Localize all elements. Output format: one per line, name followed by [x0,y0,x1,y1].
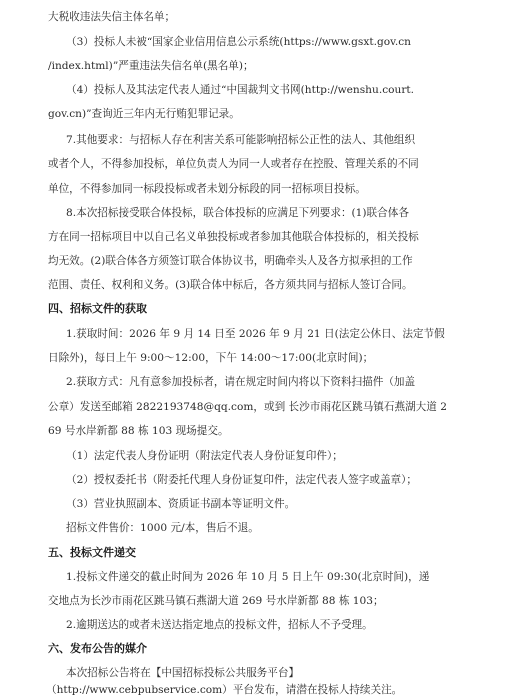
text-line: 7.其他要求：与招标人存在利害关系可能影响招标公正性的法人、其他组织 [66,134,416,146]
text-line: 8.本次招标接受联合体投标，联合体投标的应满足下列要求：(1)联合体各 [66,207,409,219]
text-line: 公章）发送至邮箱 2822193748@qq.com，或到 长沙市雨花区跳马镇石燕湖大道 2 [48,401,447,413]
text-line: （http://www.cebpubservice.com）平台发布，请潜在投标人持续关注。 [46,684,403,696]
section-heading: 六、发布公告的媒介 [48,642,147,655]
text-line: 或者个人，不得参加投标，单位负责人为同一人或者存在控股、管理关系的不同 [48,158,419,170]
text-line: 大税收违法失信主体名单； [48,11,176,23]
text-line: 单位，不得参加同一标段投标或者未划分标段的同一招标项目投标。 [48,183,366,195]
text-line: （3）营业执照副本、资质证书副本等证明文件。 [66,498,296,510]
text-line: 1.投标文件递交的截止时间为 2026 年 10 月 5 日上午 09:30(北京时间)，递 [66,571,430,583]
section-heading: 五、投标文件递交 [48,546,136,559]
text-line: 范围、责任、权利和义务。(3)联合体中标后，各方须共同与招标人签订合同。 [48,279,413,291]
text-line: 均无效。(2)联合体各方须签订联合体协议书，明确牵头人及各方拟承担的工作 [48,255,413,267]
text-line: 1.获取时间：2026 年 9 月 14 日至 2026 年 9 月 21 日(法定公休日、法定节假 [66,328,445,340]
section-heading: 四、招标文件的获取 [48,302,147,315]
text-line: 69 号水岸新都 88 栋 103 现场提交。 [48,425,229,437]
text-line: （3）投标人未被“国家企业信用信息公示系统(https://www.gsxt.gov.cn [66,36,411,48]
text-line: 2.获取方式：凡有意参加投标者，请在规定时间内将以下资料扫描件（加盖 [66,376,416,388]
text-line: （2）授权委托书（附委托代理人身份证复印件，法定代表人签字或盖章）； [66,474,418,486]
text-line: 日除外)，每日上午 9:00～12:00，下午 14:00～17:00(北京时间)； [48,352,374,364]
text-line: gov.cn)”查询近三年内无行贿犯罪记录。 [48,108,240,120]
text-line: （1）法定代表人身份证明（附法定代表人身份证复印件）； [66,450,343,462]
text-line: 方在同一招标项目中以自己名义单独投标或者参加其他联合体投标的，相关投标 [48,231,419,243]
text-line: 交地点为长沙市雨花区跳马镇石燕湖大道 269 号水岸新都 88 栋 103； [48,595,384,607]
text-line: 本次招标公告将在【中国招标投标公共服务平台】 [66,667,300,679]
text-line: 招标文件售价：1000 元/本，售后不退。 [66,522,259,534]
text-line: /index.html)”严重违法失信名单(黑名单)； [48,60,254,72]
text-line: （4）投标人及其法定代表人通过“中国裁判文书网(http://wenshu.court. [66,84,415,96]
text-line: 2.逾期送达的或者未送达指定地点的投标文件，招标人不予受理。 [66,619,373,631]
